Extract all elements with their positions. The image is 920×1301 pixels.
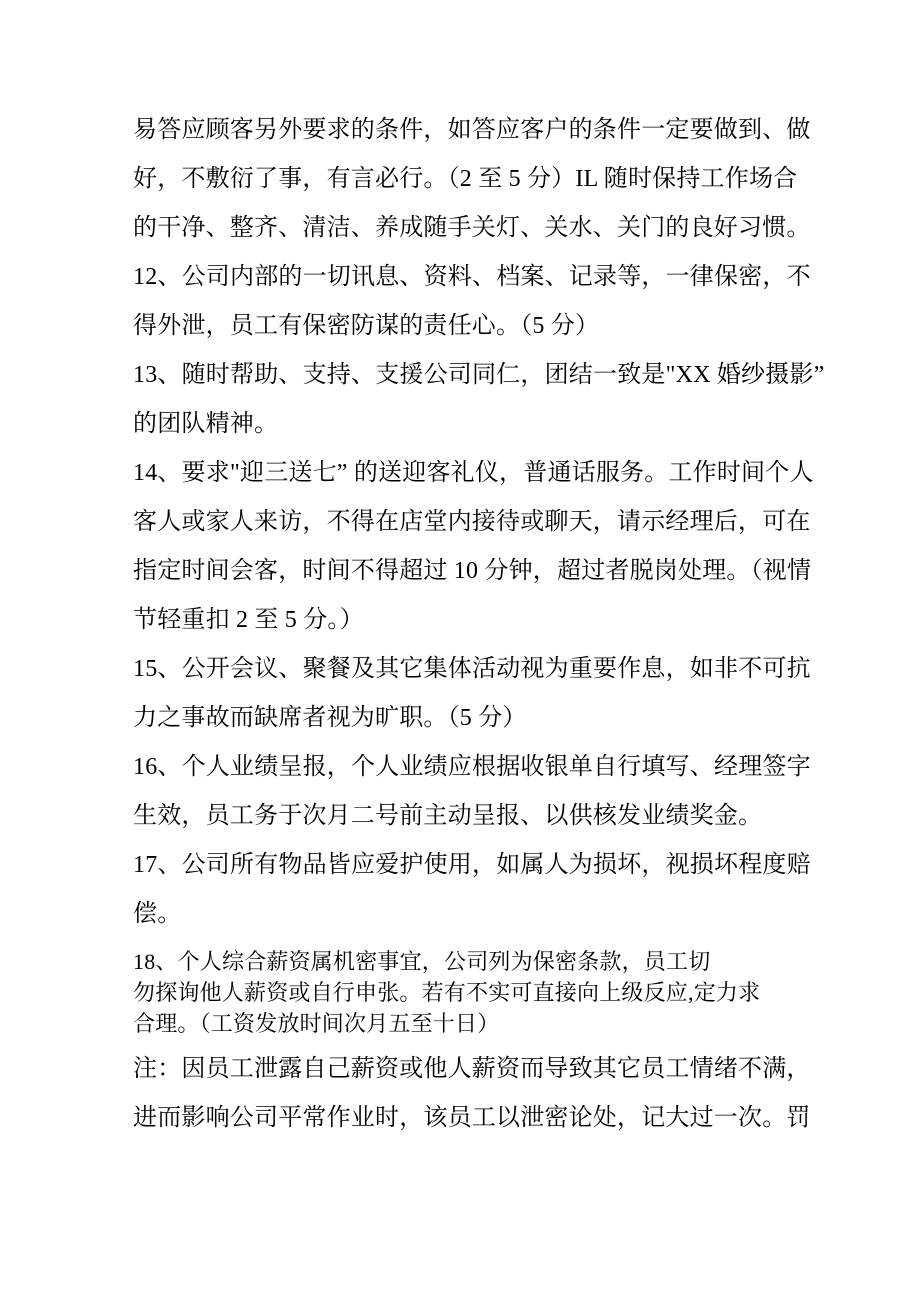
paragraph-item-14 (133, 449, 813, 645)
document-body (133, 106, 825, 1143)
paragraph-item-17 (133, 841, 813, 939)
text-line: 注：因员工泄露自己薪资或他人薪资而导致其它员工情绪不满， (133, 1056, 811, 1082)
text-line: 客人或家人来访，不得在店堂内接待或聊天，请示经理后，可在 (133, 509, 811, 535)
text-line: 16、个人业绩呈报，个人业绩应根据收银单自行填写、经理签字 (133, 754, 811, 780)
text-line: 生效，员工务于次月二号前主动呈报、以供核发业绩奖金。 (133, 803, 763, 829)
text-line: 12、公司内部的一切讯息、资料、档案、记录等，一律保密，不 (133, 264, 811, 290)
text-line: 指定时间会客，时间不得超过 10 分钟，超过者脱岗处理。（视情 (133, 558, 812, 584)
paragraph-item-18 (133, 946, 813, 1039)
text-line: 偿。 (133, 901, 182, 927)
paragraph-item-16 (133, 743, 813, 841)
text-line: 力之事故而缺席者视为旷职。（5 分） (133, 705, 527, 731)
text-line: 节轻重扣 2 至 5 分。） (133, 607, 364, 633)
paragraph-item-12 (133, 253, 813, 351)
text-line: 合理。（工资发放时间次月五至十日） (133, 1011, 500, 1036)
text-line: 14、要求"迎三送七” 的送迎客礼仪，普通话服务。工作时间个人 (133, 460, 814, 486)
text-line: 勿探询他人薪资或自行申张。若有不实可直接向上级反应,定力求 (133, 980, 761, 1005)
text-line: 的干净、整齐、清洁、养成随手关灯、关水、关门的良好习惯。 (133, 215, 811, 241)
text-line: 进而影响公司平常作业时，该员工以泄密论处，记大过一次。罚 (133, 1105, 811, 1131)
paragraph-item-13 (133, 351, 825, 449)
paragraph-item-15 (133, 645, 813, 743)
text-line: 17、公司所有物品皆应爱护使用，如属人为损坏，视损坏程度赔 (133, 852, 811, 878)
text-line: 15、公开会议、聚餐及其它集体活动视为重要作息，如非不可抗 (133, 656, 811, 682)
text-line: 18、个人综合薪资属机密事宜，公司列为保密条款，员工切 (133, 949, 711, 974)
text-line: 的团队精神。 (133, 411, 279, 437)
text-line: 好，不敷衍了事，有言必行。（2 至 5 分）IL 随时保持工作场合 (133, 166, 798, 192)
text-line: 易答应顾客另外要求的条件，如答应客户的条件一定要做到、做 (133, 117, 811, 143)
text-line: 得外泄，员工有保密防谋的责任心。（5 分） (133, 313, 600, 339)
paragraph-note (133, 1045, 813, 1143)
paragraph-item-11-continuation (133, 106, 813, 253)
text-line: 13、随时帮助、支持、支援公司同仁，团结一致是"XX 婚纱摄影” (133, 362, 825, 388)
